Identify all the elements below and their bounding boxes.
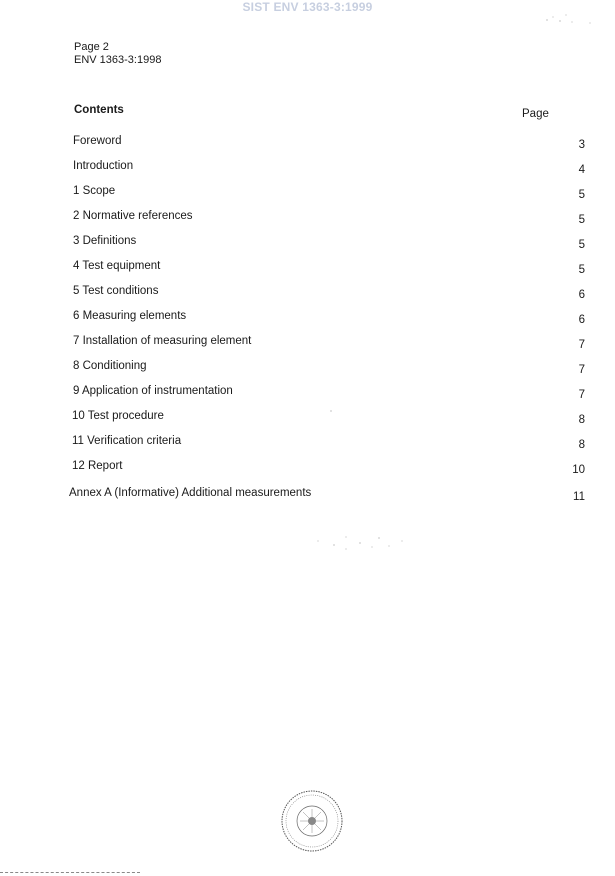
toc-entry[interactable] [0, 335, 615, 353]
contents-heading: Contents [74, 104, 124, 116]
page-number: Page 2 [74, 41, 109, 53]
toc-entry-label: 11 Verification criteria [72, 435, 182, 447]
toc-entry-page: 3 [578, 139, 585, 151]
toc-entry-page: 7 [578, 364, 585, 376]
toc-entry-label: 1 Scope [73, 185, 116, 197]
toc-entry[interactable] [0, 385, 615, 403]
watermark: SIST ENV 1363-3:1999 [242, 0, 373, 14]
toc-entry[interactable] [0, 460, 615, 478]
toc-entry-page: 6 [578, 314, 585, 326]
toc-entry-page: 8 [578, 439, 585, 451]
toc-entry[interactable] [0, 160, 615, 178]
toc-entry-page: 5 [578, 264, 585, 276]
toc-entry-page: 10 [572, 464, 585, 476]
toc-entry-page: 5 [578, 239, 585, 251]
toc-entry-label: 6 Measuring elements [73, 310, 187, 322]
toc-entry[interactable] [0, 235, 615, 253]
toc-entry-label: 3 Definitions [73, 235, 137, 247]
toc-entry-label: 4 Test equipment [73, 260, 161, 272]
toc-entry-page: 7 [578, 339, 585, 351]
toc-entry-page: 5 [578, 189, 585, 201]
toc-entry-label: 7 Installation of measuring element [73, 335, 252, 347]
toc-entry[interactable] [0, 285, 615, 303]
toc-entry[interactable] [0, 435, 615, 453]
toc-entry-page: 8 [578, 414, 585, 426]
toc-entry-label: 5 Test conditions [73, 285, 159, 297]
toc-entry-page: 6 [578, 289, 585, 301]
toc-entry[interactable] [0, 360, 615, 378]
toc-entry-label: Annex A (Informative) Additional measurements [69, 487, 312, 499]
toc-entry-label: 2 Normative references [73, 210, 193, 222]
toc-entry[interactable] [0, 185, 615, 203]
toc-entry-label: Foreword [73, 135, 122, 147]
toc-entry-label: 8 Conditioning [73, 360, 147, 372]
toc-entry[interactable] [0, 260, 615, 278]
toc-entry-label: 12 Report [72, 460, 123, 472]
toc-entry-page: 11 [573, 491, 585, 503]
toc-entry[interactable] [0, 410, 615, 428]
toc-entry[interactable] [0, 487, 615, 505]
toc-entry[interactable] [0, 135, 615, 153]
footer-rule [0, 872, 140, 873]
document-id: ENV 1363-3:1998 [74, 54, 162, 66]
toc-entry[interactable] [0, 210, 615, 228]
toc-entry[interactable] [0, 310, 615, 328]
seal-stamp [280, 789, 344, 853]
toc-entry-label: 10 Test procedure [72, 410, 164, 422]
page-column-heading: Page [522, 108, 549, 120]
toc-entry-page: 7 [578, 389, 585, 401]
toc-entry-label: 9 Application of instrumentation [73, 385, 233, 397]
toc-entry-label: Introduction [73, 160, 134, 172]
toc-entry-page: 5 [578, 214, 585, 226]
toc-entry-page: 4 [578, 164, 585, 176]
